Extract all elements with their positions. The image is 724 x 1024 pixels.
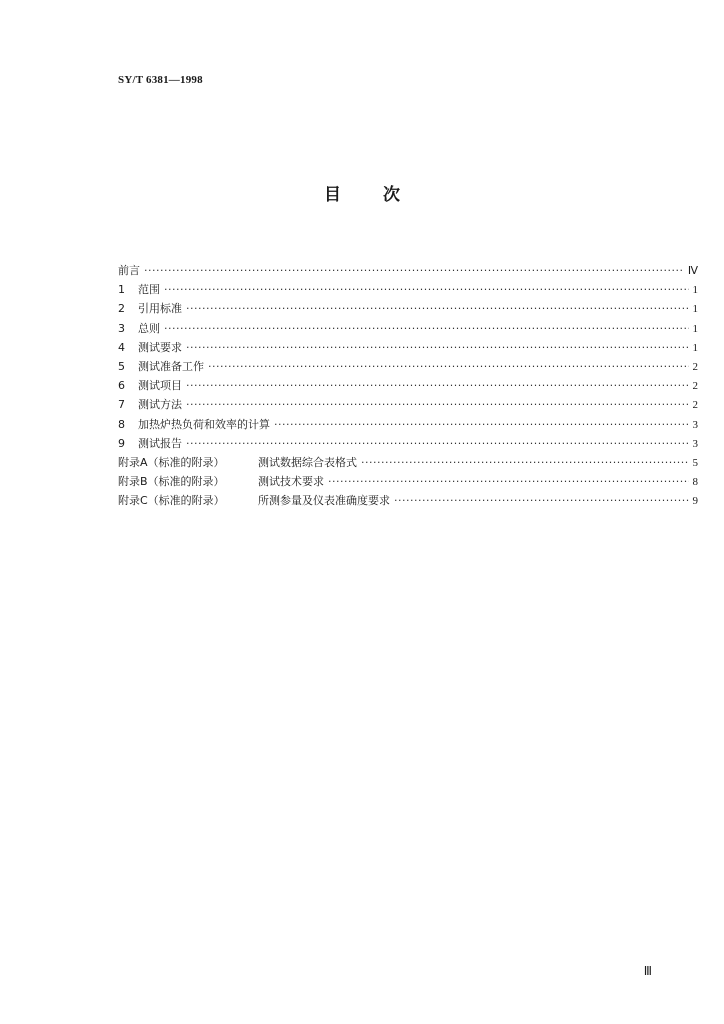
leader-dots [164,322,689,335]
annex-name: 附录A（标准的附录） [118,455,225,469]
toc-number: 8 [118,417,125,431]
toc-page: 8 [692,476,698,489]
toc-entry-annex-b[interactable] [118,473,698,492]
annex-name: 附录C（标准的附录） [118,494,225,508]
leader-dots [208,360,689,373]
toc-page: 1 [692,303,698,316]
page-number: Ⅲ [643,964,652,978]
toc-entry-1[interactable] [118,281,698,300]
leader-dots [164,283,689,296]
toc-page: 1 [692,341,698,354]
toc-page: 2 [692,360,698,373]
toc-label: 测试报告 [138,436,182,450]
leader-dots [186,398,689,411]
toc-number: 7 [118,398,125,412]
leader-dots [186,302,689,315]
toc-label: 加热炉热负荷和效率的计算 [138,417,270,431]
toc-label: 测试项目 [138,379,182,393]
title-char-2: 次 [383,185,400,205]
annex-name: 附录B（标准的附录） [118,475,225,489]
toc-page: 5 [692,456,698,469]
toc-page: 3 [692,418,698,431]
toc-number: 9 [118,436,125,450]
toc-entry-4[interactable] [118,339,698,358]
toc-label: 总则 [138,321,160,335]
toc-page: 2 [692,380,698,393]
toc-entry-5[interactable] [118,358,698,377]
leader-dots [274,418,689,431]
toc-number: 6 [118,379,125,393]
toc-label: 所测参量及仪表准确度要求 [258,494,390,508]
toc-number: 3 [118,321,125,335]
toc-entry-foreword[interactable] [118,262,698,281]
page-title [0,180,724,205]
toc-label: 测试数据综合表格式 [258,455,357,469]
toc-entry-7[interactable] [118,396,698,415]
toc-page: 2 [692,399,698,412]
leader-dots [186,341,689,354]
standard-code: SY/T 6381—1998 [118,74,203,86]
toc-label: 测试要求 [138,340,182,354]
toc-number: 2 [118,302,125,316]
toc-entry-3[interactable] [118,320,698,339]
toc-entry-annex-c[interactable] [118,492,698,511]
toc-page: 3 [692,437,698,450]
toc-number: 1 [118,283,125,297]
leader-dots [186,379,689,392]
toc-number: 4 [118,340,125,354]
toc-label: 测试技术要求 [258,475,324,489]
title-char-1: 目 [324,185,341,205]
toc-label: 测试方法 [138,398,182,412]
toc-page: 9 [692,495,698,508]
leader-dots [328,475,689,488]
leader-dots [144,264,684,277]
toc-entry-8[interactable] [118,416,698,435]
toc-entry-2[interactable] [118,300,698,319]
toc-page: 1 [692,284,698,297]
toc-entry-9[interactable] [118,435,698,454]
toc-entry-6[interactable] [118,377,698,396]
toc-number: 5 [118,359,125,373]
toc-page: Ⅳ [687,265,698,277]
toc-entry-annex-a[interactable] [118,454,698,473]
leader-dots [394,494,689,507]
toc-page: 1 [692,322,698,335]
toc-label: 引用标准 [138,302,182,316]
toc-label: 范围 [138,283,160,297]
leader-dots [361,456,689,469]
toc-label: 测试准备工作 [138,359,204,373]
toc-label: 前言 [118,264,140,277]
leader-dots [186,437,689,450]
table-of-contents [118,262,698,511]
